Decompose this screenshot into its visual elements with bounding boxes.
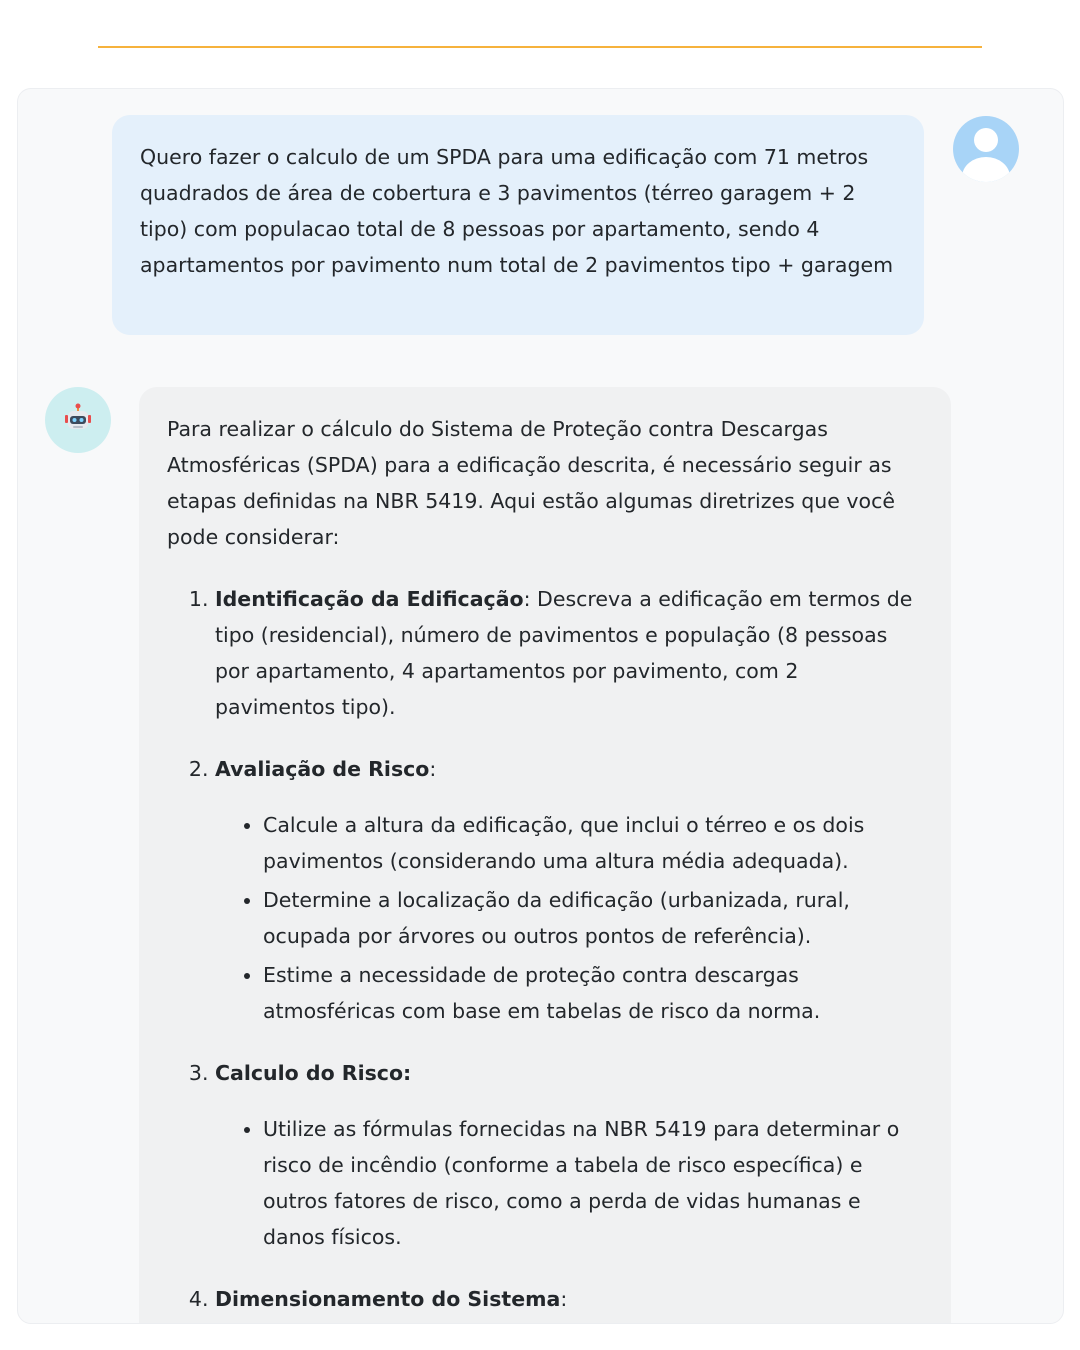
bullet-item: • Calcule a altura da edificação, que inclui o térreo e os dois pavimentos (considerando uma altura média adequada). [263,807,923,879]
step-item [215,751,923,1029]
step-description: : [560,1287,568,1311]
user-avatar-icon [953,116,1019,182]
step-description: : Descreva a edificação em termos de tipo (residencial), número de pavimentos e população (8 pessoas por apartamento, 4 apartamentos por pavimento, com 2 pavimentos tipo). [215,587,913,719]
user-message-text: Quero fazer o calculo de um SPDA para uma edificação com 71 metros quadrados de área de cobertura e 3 pavimentos (térreo garagem + 2 tipo) com populacao total de 8 pessoas por apartamento, sendo 4 apartamentos por pavimento num total de 2 pavimentos tipo + garagem [140,145,894,277]
step-title: Dimensionamento do Sistema [215,1287,561,1311]
user-avatar-body [962,157,1010,182]
step-title: Calculo do Risco: [215,1061,412,1085]
robot-icon [62,403,94,435]
step-item [215,581,923,725]
step-item [215,1281,923,1317]
step-title: Avaliação de Risco [215,757,430,781]
step-item [215,1055,923,1255]
bot-intro-text: Para realizar o cálculo do Sistema de Proteção contra Descargas Atmosféricas (SPDA) para a edificação descrita, é necessário seguir as etapas definidas na NBR 5419. Aqui estão algumas diretrizes que você pode considerar: [167,417,895,549]
steps-list [167,581,923,1317]
bullet-item: • Estime a necessidade de proteção contra descargas atmosféricas com base em tabelas de risco da norma. [263,957,923,1029]
step-title: Identificação da Edificação [215,587,524,611]
top-divider [98,46,982,48]
user-message-bubble [112,115,924,335]
step-bullets [215,807,923,1029]
step-description: : [429,757,437,781]
bot-message-bubble [139,387,951,1324]
chat-panel[interactable] [17,88,1064,1324]
user-avatar-head [974,128,998,152]
step-bullets [215,1111,923,1255]
bullet-item: • Determine a localização da edificação (urbanizada, rural, ocupada por árvores ou outros pontos de referência). [263,882,923,954]
bullet-item: • Utilize as fórmulas fornecidas na NBR 5419 para determinar o risco de incêndio (conforme a tabela de risco específica) e outros fatores de risco, como a perda de vidas humanas e danos físicos. [263,1111,923,1255]
bot-avatar [45,387,111,453]
